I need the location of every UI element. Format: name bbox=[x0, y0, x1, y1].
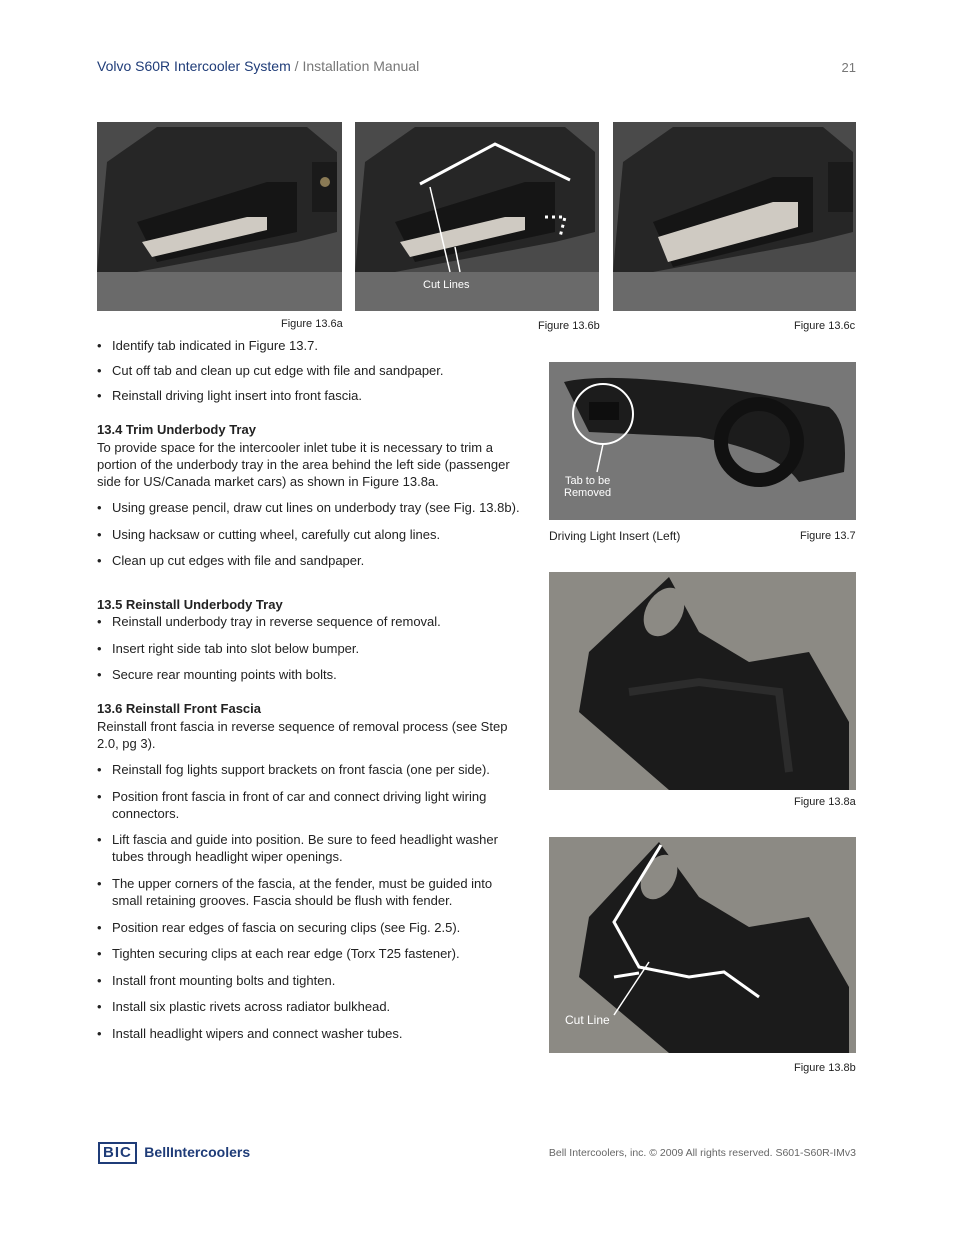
figure-13-7-caption: Figure 13.7 bbox=[800, 530, 856, 542]
figure-13-7-photo bbox=[549, 362, 856, 520]
bullet-clean-edges bbox=[97, 552, 527, 569]
bullet-text: Using hacksaw or cutting wheel, carefully cut along lines. bbox=[112, 527, 441, 542]
bullet-plastic-rivets bbox=[97, 998, 527, 1015]
bullet-text-line-1: Lift fascia and guide into position. Be sure to feed headlight washer bbox=[112, 832, 498, 847]
figure-13-6b-photo bbox=[355, 122, 599, 311]
bullet-text-line-2: connectors. bbox=[112, 806, 180, 821]
bullet-upper-corners bbox=[97, 875, 527, 909]
bullet-text: Reinstall underbody tray in reverse sequence of removal. bbox=[112, 614, 441, 629]
bullet-marker: • bbox=[97, 920, 102, 935]
bullet-position-fascia bbox=[97, 788, 527, 822]
bullet-text-line-2: tubes through headlight wiper openings. bbox=[112, 849, 343, 864]
bullet-marker: • bbox=[97, 388, 102, 403]
section-13-4-heading: 13.4 Trim Underbody Tray bbox=[97, 422, 256, 437]
bullet-marker: • bbox=[97, 553, 102, 568]
figure-13-8a-drawing bbox=[549, 572, 856, 790]
bullet-text: Tighten securing clips at each rear edge (Torx T25 fastener). bbox=[112, 946, 460, 961]
figure-13-6a-caption: Figure 13.6a bbox=[281, 318, 343, 330]
bell-intercoolers-logo bbox=[98, 1142, 250, 1166]
bullet-text-line-2: small retaining grooves. Fascia should be flush with fender. bbox=[112, 893, 453, 908]
bullet-text: Secure rear mounting points with bolts. bbox=[112, 667, 337, 682]
bullet-fog-lights bbox=[97, 761, 527, 778]
figure-13-6b-drawing bbox=[355, 122, 599, 311]
bullet-identify-tab bbox=[97, 337, 527, 354]
bullet-text: Insert right side tab into slot below bumper. bbox=[112, 641, 360, 656]
bullet-marker: • bbox=[97, 338, 102, 353]
bullet-marker: • bbox=[97, 1026, 102, 1041]
bic-logo-mark: BIC bbox=[98, 1142, 137, 1164]
bullet-text-line-1: The upper corners of the fascia, at the fender, must be guided into bbox=[112, 876, 493, 891]
bullet-marker: • bbox=[97, 789, 102, 804]
bullet-hacksaw bbox=[97, 526, 527, 543]
section-13-6-para-line-1: Reinstall front fascia in reverse sequence of removal process (see Step bbox=[97, 719, 508, 734]
figure-13-6c-caption: Figure 13.6c bbox=[794, 320, 856, 332]
bullet-reinstall-insert bbox=[97, 387, 527, 404]
bullet-marker: • bbox=[97, 614, 102, 629]
section-13-4-para-line-2: portion of the underbody tray in the area behind the left side (passenger bbox=[97, 457, 510, 472]
bullet-marker: • bbox=[97, 667, 102, 682]
bullet-lift-fascia bbox=[97, 831, 527, 865]
figure-13-8b-label: Cut Line bbox=[565, 1013, 610, 1027]
figure-13-8a-photo bbox=[549, 572, 856, 790]
figure-13-7-label-line-2: Removed bbox=[564, 487, 612, 499]
bullet-marker: • bbox=[97, 527, 102, 542]
section-13-6-heading: 13.6 Reinstall Front Fascia bbox=[97, 701, 262, 716]
figure-13-6c-drawing bbox=[613, 122, 856, 311]
figure-13-7-label-line-1: Tab to be bbox=[565, 475, 611, 487]
title-separator: / bbox=[290, 58, 303, 74]
section-13-6-para-line-2: 2.0, pg 3). bbox=[97, 736, 156, 751]
figure-13-8b-photo bbox=[549, 837, 856, 1053]
bullet-marker: • bbox=[97, 946, 102, 961]
section-13-4-para-line-1: To provide space for the intercooler inlet tube it is necessary to trim a bbox=[97, 440, 493, 455]
bullet-insert-tab bbox=[97, 640, 527, 657]
bullet-secure-rear bbox=[97, 666, 527, 683]
bullet-text: Identify tab indicated in Figure 13.7. bbox=[112, 338, 318, 353]
bullet-text: Install headlight wipers and connect washer tubes. bbox=[112, 1026, 403, 1041]
bullet-marker: • bbox=[97, 832, 102, 847]
bullet-front-bolts bbox=[97, 972, 527, 989]
bullet-marker: • bbox=[97, 876, 102, 891]
manual-title: Volvo S60R Intercooler System bbox=[97, 58, 291, 74]
bullet-marker: • bbox=[97, 641, 102, 656]
bullet-text: Using grease pencil, draw cut lines on underbody tray (see Fig. 13.8b). bbox=[112, 500, 520, 515]
manual-subtitle: Installation Manual bbox=[302, 58, 420, 74]
bullet-text-line-1: Position front fascia in front of car and connect driving light wiring bbox=[112, 789, 487, 804]
page-number: 21 bbox=[841, 60, 856, 75]
figure-13-7-description: Driving Light Insert (Left) bbox=[549, 529, 681, 543]
bullet-marker: • bbox=[97, 762, 102, 777]
section-13-5-heading: 13.5 Reinstall Underbody Tray bbox=[97, 597, 283, 612]
figure-13-6b-label: Cut Lines bbox=[423, 279, 470, 291]
footer-copyright: Bell Intercoolers, inc. © 2009 All rights reserved. S601-S60R-IMv3 bbox=[548, 1147, 856, 1159]
bullet-text: Install front mounting bolts and tighten. bbox=[112, 973, 336, 988]
bullet-marker: • bbox=[97, 973, 102, 988]
bullet-grease-pencil bbox=[97, 499, 527, 516]
figure-13-6b-caption: Figure 13.6b bbox=[538, 320, 600, 332]
figure-13-8a-caption: Figure 13.8a bbox=[794, 796, 856, 808]
header-title-line bbox=[97, 58, 419, 74]
bullet-tighten-clips bbox=[97, 945, 527, 962]
figure-13-8b-caption: Figure 13.8b bbox=[794, 1062, 856, 1074]
figure-13-6c-photo bbox=[613, 122, 856, 311]
section-13-4-para-line-3: side for US/Canada market cars) as shown in Figure 13.8a. bbox=[97, 474, 439, 489]
bell-intercoolers-wordmark: BellIntercoolers bbox=[144, 1144, 251, 1160]
bullet-text: Reinstall driving light insert into front fascia. bbox=[112, 388, 363, 403]
bullet-text: Install six plastic rivets across radiator bulkhead. bbox=[112, 999, 391, 1014]
bullet-marker: • bbox=[97, 500, 102, 515]
bullet-cut-off-tab bbox=[97, 362, 527, 379]
figure-13-6a-photo bbox=[97, 122, 342, 311]
bullet-marker: • bbox=[97, 999, 102, 1014]
figure-13-6a-drawing bbox=[97, 122, 342, 311]
bullet-text: Position rear edges of fascia on securing clips (see Fig. 2.5). bbox=[112, 920, 461, 935]
bullet-rear-edges bbox=[97, 919, 527, 936]
bullet-text: Cut off tab and clean up cut edge with file and sandpaper. bbox=[112, 363, 444, 378]
bullet-text: Reinstall fog lights support brackets on front fascia (one per side). bbox=[112, 762, 490, 777]
bullet-marker: • bbox=[97, 363, 102, 378]
bullet-reinstall-tray bbox=[97, 613, 527, 630]
bullet-headlight-wipers bbox=[97, 1025, 527, 1042]
bullet-text: Clean up cut edges with file and sandpaper. bbox=[112, 553, 365, 568]
